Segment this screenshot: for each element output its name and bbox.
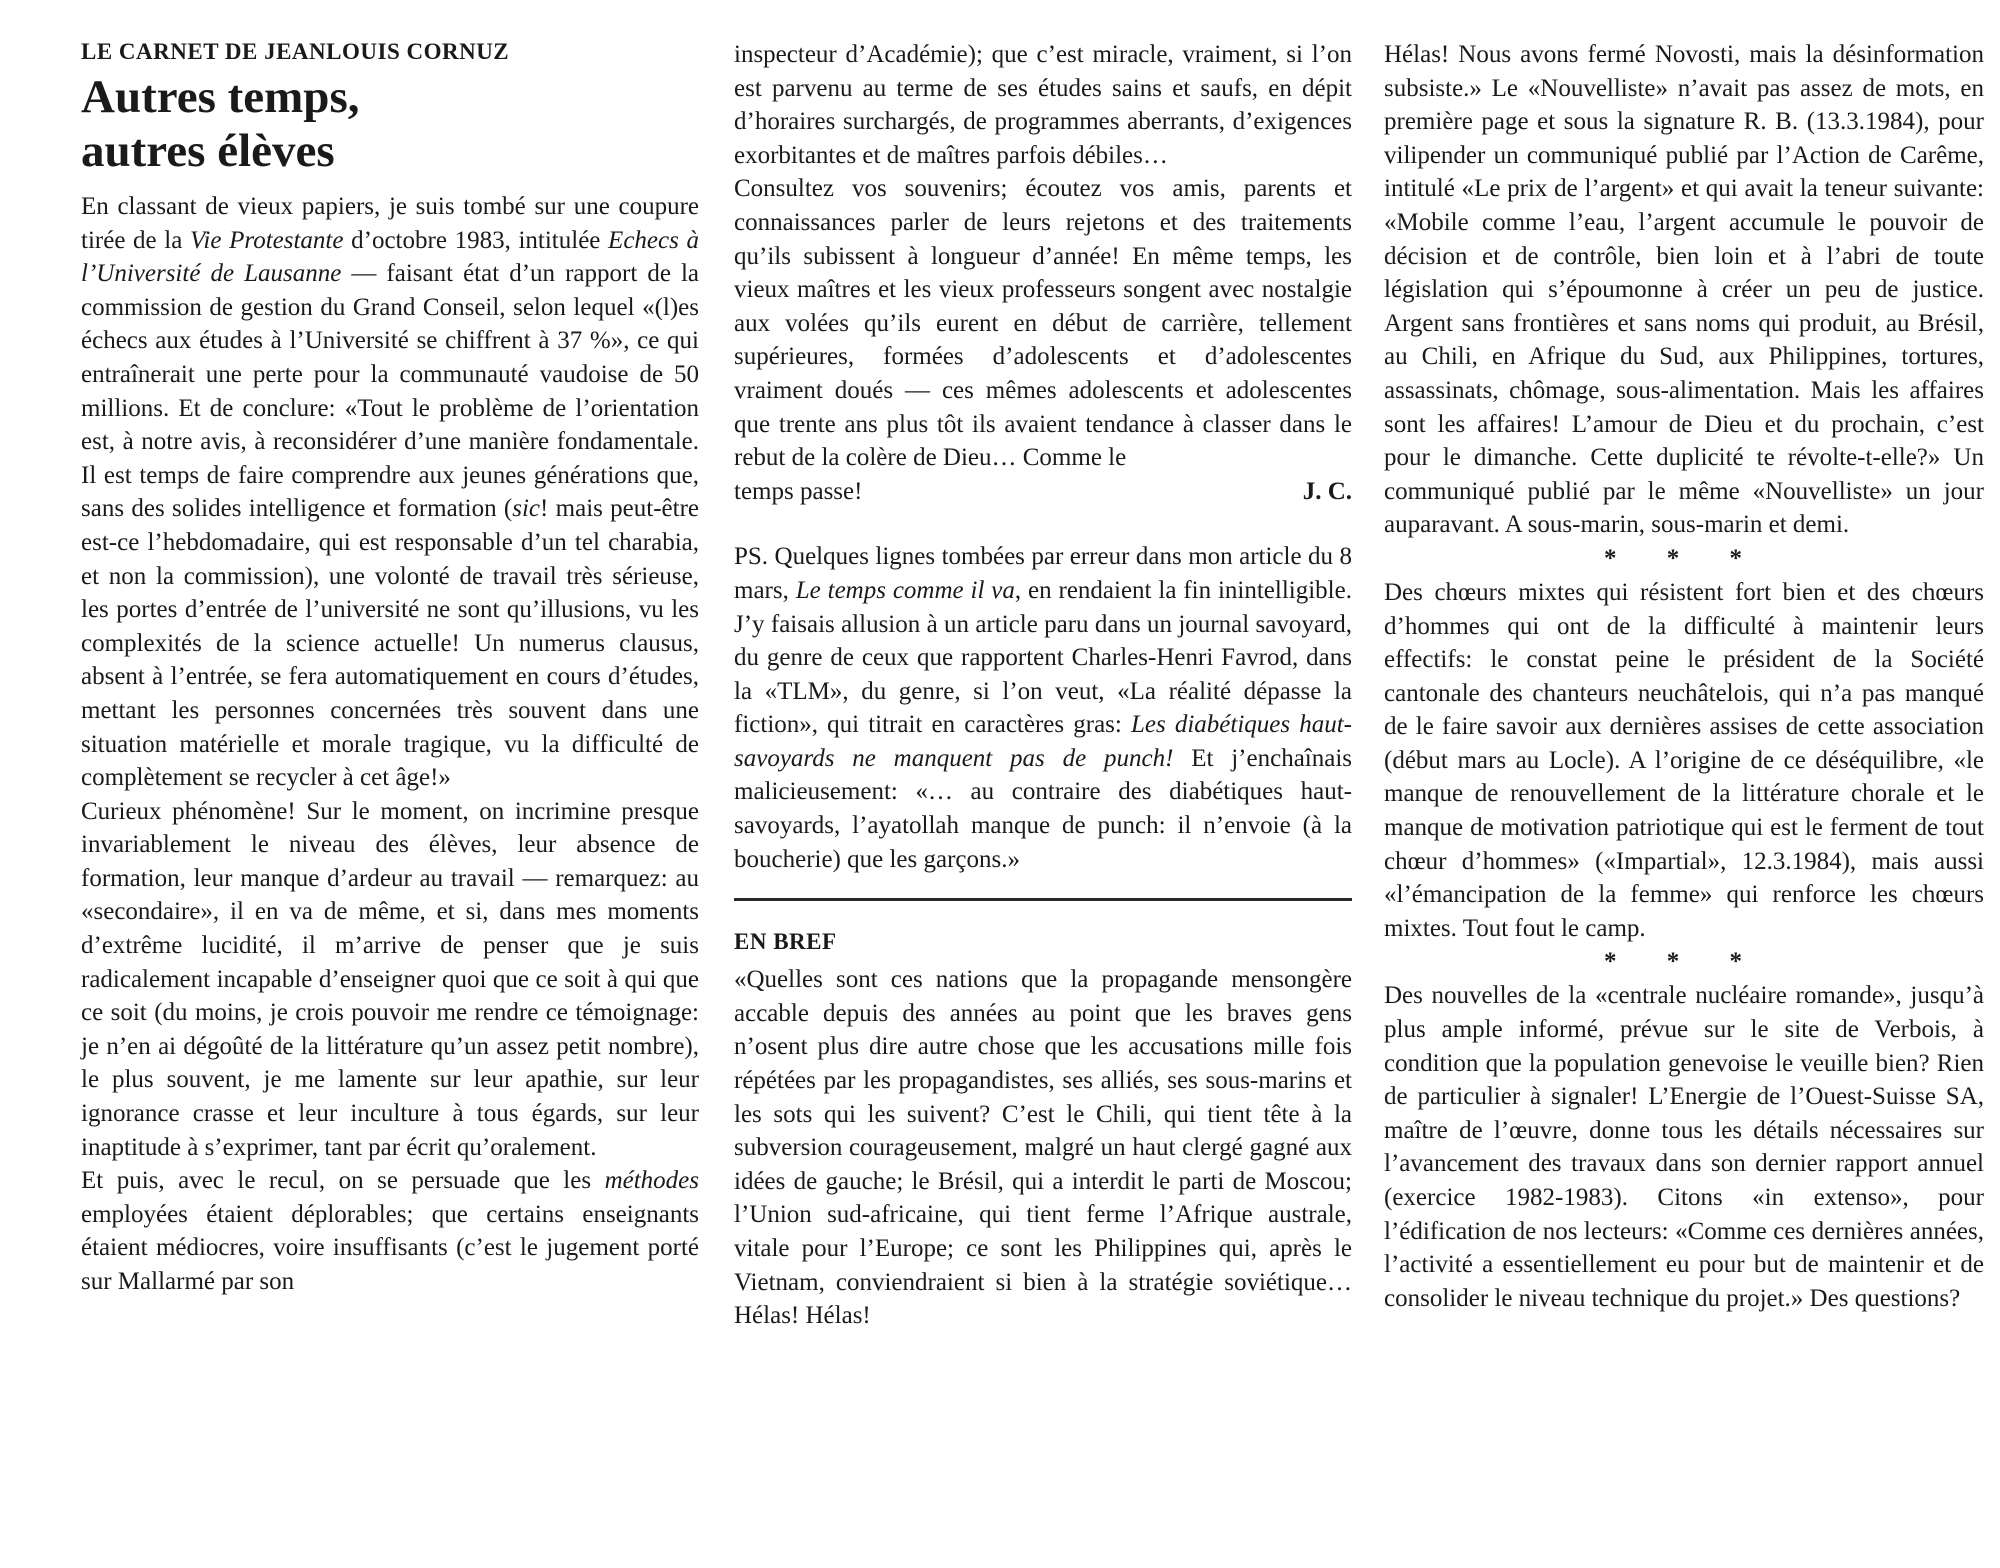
article-paragraph: Curieux phénomène! Sur le moment, on incrimine presque invariablement le niveau des élèves, leur absence de formation, leur manque d’ardeur au travail — remarquez: au «secondaire», il en va de même, et si, dans mes moments d’extrême lucidité, il m’arrive de penser que je suis radicalement incapable d’enseigner quoi que ce soit à qui que ce soit (du moins, je crois pouvoir me rendre ce témoignage: je n’en ai dégoûté de la littérature qu’un assez petit nombre), le plus souvent, je me lamente sur leur apathie, sur leur ignorance crasse et leur inculture à tous égards, sur leur inaptitude à s’exprimer, tant par écrit qu’oralement.	[81, 797, 699, 1161]
headline-line-2: autres élèves	[81, 125, 335, 177]
article-kicker: LE CARNET DE JEANLOUIS CORNUZ	[81, 39, 510, 64]
article-paragraph: Et puis, avec le recul, on se persuade que les méthodes employées étaient déplorables; que certains enseignants étaient médiocres, voire insuffisants (c’est le jugement porté sur Mallarmé par son	[81, 1167, 699, 1295]
en-bref-paragraph: «Quelles sont ces nations que la propagande mensongère accable depuis des années au point que les braves gens n’osent plus dire autre chose que les accusations mille fois répétées par les propagandistes, ses alliés, ses sous-marins et les sots qui les suivent? C’est le Chili, qui tient tête à la subversion courageusement, malgré un haut clergé gagné aux idées de gauche; le Brésil, qui a interdit le parti de Moscou; l’Union sud-africaine, qui tient ferme l’Afrique australe, vitale pour l’Europe; ce sont les Philippines qui, après le Vietnam, conviendraient si bien à la stratégie soviétique… Hélas! Hélas!	[734, 966, 1352, 1330]
column-3	[1384, 38, 1984, 1315]
section-divider	[734, 898, 1352, 901]
en-bref-paragraph: Des chœurs mixtes qui résistent fort bien et des chœurs d’hommes qui ont de la difficulté à maintenir leurs effectifs: le constat peine le président de la Société cantonale des chanteurs neuchâtelois, qui n’a pas manqué de le faire savoir aux dernières assises de cette association (début mars au Locle). A l’origine de ce déséquilibre, «le manque de renouvellement de la littérature chorale et le manque de motivation patriotique qui est le ferment de tout chœur d’hommes» («Impartial», 12.3.1984), mais aussi «l’émancipation de la femme» qui renforce les chœurs mixtes. Tout fout le camp.	[1384, 578, 1984, 942]
article-headline	[81, 70, 699, 178]
article-paragraph: inspecteur d’Académie); que c’est miracle, vraiment, si l’on est parvenu au terme de ses études sains et saufs, en dépit d’horaires surchargés, de programmes aberrants, d’exigences exorbitantes et de maîtres parfois débiles…	[734, 41, 1352, 169]
separator-stars: * * *	[1604, 544, 1764, 572]
author-signature: J. C.	[1302, 477, 1352, 505]
en-bref-paragraph: Hélas! Nous avons fermé Novosti, mais la désinformation subsiste.» Le «Nouvelliste» n’avait pas assez de mots, en première page et sous la signature R. B. (13.3.1984), pour vilipender un communiqué publié par l’Action de Carême, intitulé «Le prix de l’argent» et qui avait la teneur suivante: «Mobile comme l’eau, l’argent accumule le pouvoir de décision et de contrôle, bien loin et à l’abri de toute législation qui s’époumonne à créer un peu de justice. Argent sans frontières et sans noms qui produit, au Brésil, au Chili, en Afrique du Sud, aux Philippines, tortures, assassinats, chômage, sous-alimentation. Mais les affaires sont les affaires! L’amour de Dieu et du prochain, c’est pour le dimanche. Cette duplicité te révolte-t-elle?» Un communiqué publié par le même «Nouvelliste» un jour auparavant. A sous-marin, sous-marin et demi.	[1384, 41, 1984, 539]
en-bref-heading: EN BREF	[734, 929, 837, 955]
article-paragraph: En classant de vieux papiers, je suis tombé sur une coupure tirée de la Vie Protestante d’octobre 1983, intitulée Echecs à l’Université de Lausanne — faisant état d’un rapport de la commission de gestion du Grand Conseil, selon lequel «(l)es échecs aux études à l’Université se chiffrent à 37 %», ce qui entraînerait une perte pour la communauté vaudoise de 50 millions. Et de conclure: «Tout le problème de l’orientation est, à notre avis, à reconsidérer d’une manière fondamentale. Il est temps de faire comprendre aux jeunes générations que, sans des solides intelligence et formation (sic! mais peut-être est-ce l’hebdomadaire, qui est responsable d’un tel charabia, et non la commission), une volonté de travail très sérieuse, les portes d’entrée de l’université ne sont qu’illusions, vu les complexités de la science actuelle! Un numerus clausus, absent à l’entrée, se fera automatiquement en cours d’études, mettant les personnes concernées très souvent dans une situation matérielle et morale tragique, vu la difficulté de complètement se recycler à cet âge!»	[81, 193, 700, 792]
column-2	[734, 38, 1352, 1333]
article-paragraph: Consultez vos souvenirs; écoutez vos amis, parents et connaissances parler de leurs rejetons et des traitements qu’ils subissent à longueur d’année! En même temps, les vieux maîtres et les vieux professeurs songent avec nostalgie aux volées qu’ils eurent en début de carrière, tellement supérieures, formées d’adolescents et d’adolescentes vraiment doués — ces mêmes adolescents et adolescentes que trente ans plus tôt ils avaient tendance à classer dans le rebut de la colère de Dieu… Comme le	[734, 175, 1352, 472]
postscript: PS. Quelques lignes tombées par erreur dans mon article du 8 mars, Le temps comme il va, en rendaient la fin inintelligible. J’y faisais allusion à un article paru dans un journal savoyard, du genre de ceux que rapportent Charles-Henri Favrod, dans la «TLM», du genre, si l’on veut, «La réalité dépasse la fiction», qui titrait en caractères gras: Les diabétiques haut-savoyards ne manquent pas de punch! Et j’enchaînais malicieusement: «… au contraire des diabétiques haut-savoyards, l’ayatollah manque de punch: il n’envoie (à la boucherie) que les garçons.»	[734, 543, 1353, 873]
column-1	[81, 38, 699, 1299]
separator-stars: * * *	[1604, 948, 1764, 976]
headline-line-1: Autres temps,	[81, 71, 360, 123]
en-bref-paragraph: Des nouvelles de la «centrale nucléaire romande», jusqu’à plus ample informé, prévue sur le site de Verbois, à condition que la population genevoise le veuille bien? Rien de particulier à signaler! L’Energie de l’Ouest-Suisse SA, maître de l’œuvre, donne tous les détails nécessaires sur l’avancement des travaux dans son dernier rapport annuel (exercice 1982-1983). Citons «in extenso», pour l’édification de nos lecteurs: «Comme ces dernières années, l’activité a essentiellement eu pour but de maintenir et de consolider le niveau technique du projet.» Des questions?	[1384, 982, 1984, 1312]
signature-line	[734, 475, 1352, 509]
article-paragraph-end: temps passe!	[734, 477, 863, 505]
